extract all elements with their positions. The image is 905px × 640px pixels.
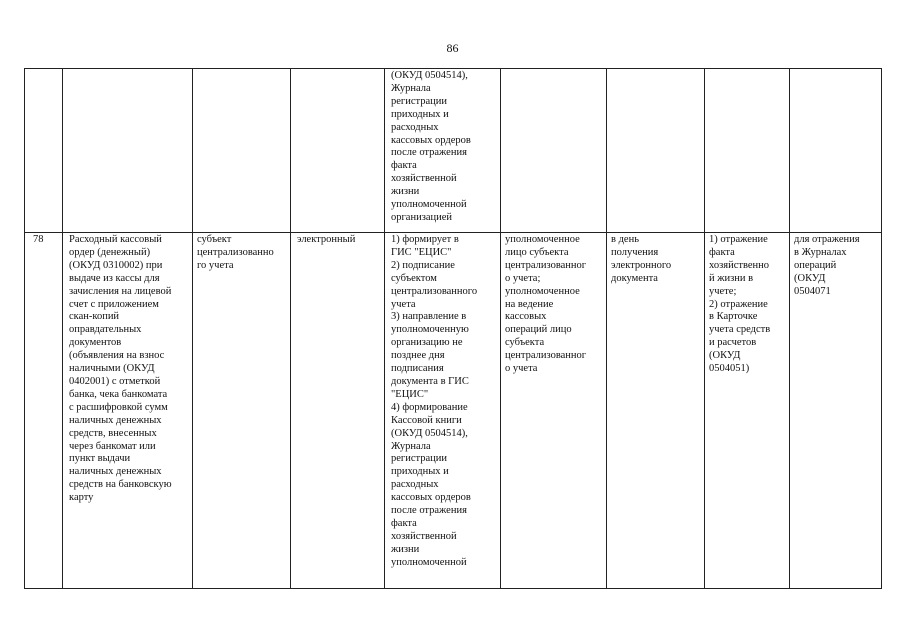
cell-text: (ОКУД 0504514), Журнала регистрации приходных и расходных кассовых ордеров после отражения факта хозяйственной жизни уполномоченной организацией — [391, 70, 471, 223]
cell-text: субъект централизованно го учета — [197, 234, 274, 271]
cell-empty — [607, 69, 705, 233]
cell-text: 78 — [33, 234, 44, 245]
cell-row-number — [25, 233, 63, 589]
document-table — [24, 68, 882, 589]
cell-text: Расходный кассовый ордер (денежный) (ОКУД 0310002) при выдаче из кассы для зачисления на лицевой счет с приложением скан-копий оправдательных документов (объявления на взнос наличными (ОКУД 0402001) с отметкой банка, чека банкомата с расшифровкой сумм наличных денежных средств, внесенных через банкомат или пункт выдачи наличных денежных средств на банковскую карту — [69, 234, 172, 504]
cell-reflection — [705, 233, 790, 589]
page-number: 86 — [446, 41, 459, 55]
cell-text: 1) формирует в ГИС "ЕЦИС" 2) подписание субъектом централизованного учета 3) направление в уполномоченную организацию не позднее дня подписания документа в ГИС "ЕЦИС" 4) формирование Кассовой книги (ОКУД 0504514), Журнала регистрации приходных и расходных кассовых ордеров после отражения факта хозяйственной жизни уполномоченной — [391, 234, 478, 568]
cell-empty — [501, 69, 607, 233]
table-row-continued — [25, 69, 882, 233]
cell-text: 1) отражение факта хозяйственно й жизни в учете; 2) отражение в Карточке учета средств и расчетов (ОКУД 0504051) — [709, 234, 771, 375]
cell-responsible — [193, 233, 291, 589]
cell-journal — [790, 233, 882, 589]
cell-empty — [25, 69, 63, 233]
cell-text: в день получения электронного документа — [611, 234, 672, 284]
cell-form — [291, 233, 385, 589]
cell-text: уполномоченное лицо субъекта централизованног о учета; уполномоченное на ведение кассовых операций лицо субъекта централизованног о учета — [505, 234, 587, 375]
cell-empty — [790, 69, 882, 233]
cell-document-name — [63, 233, 193, 589]
cell-empty — [705, 69, 790, 233]
cell-deadline — [607, 233, 705, 589]
cell-empty — [291, 69, 385, 233]
cell-signer — [501, 233, 607, 589]
table-row-78 — [25, 233, 882, 589]
cell-actions-continued — [385, 69, 501, 233]
cell-actions — [385, 233, 501, 589]
cell-text: электронный — [297, 234, 356, 245]
cell-empty — [193, 69, 291, 233]
cell-empty — [63, 69, 193, 233]
cell-text: для отражения в Журналах операций (ОКУД 0504071 — [794, 234, 860, 297]
